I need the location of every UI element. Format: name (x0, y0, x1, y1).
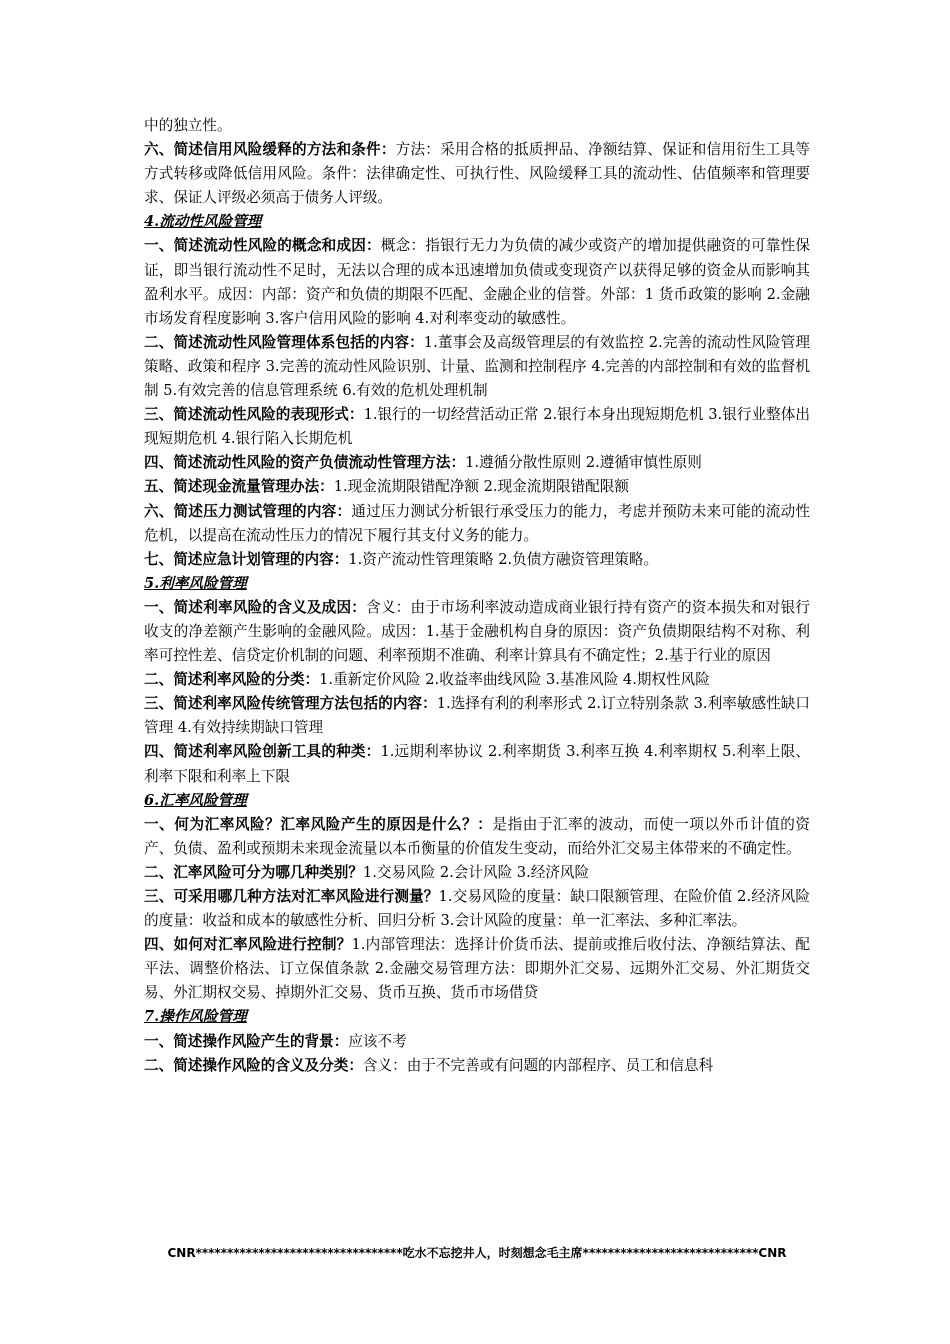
question-label: 二、简述利率风险的分类： (144, 671, 320, 689)
question-label: 六、简述信用风险缓释的方法和条件： (144, 141, 396, 159)
answer-text: 通过压力测试分析银行承受压力的能力，考虑并预防未来可能的流动性危机，以提高在流动性压力的情况下履行其支付义务的能力。 (144, 502, 810, 544)
paragraph (144, 500, 810, 548)
question-label: 二、简述流动性风险管理体系包括的内容： (144, 333, 424, 351)
section-heading: 5.利率风险管理 (144, 574, 247, 592)
paragraph (144, 933, 810, 1005)
answer-text: 是指由于汇率的波动，而使一项以外币计值的资产、负债、盈利或预期未来现金流量以本币衡量的价值发生变动，而给外汇交易主体带来的不确定性。 (144, 815, 810, 857)
question-label: 七、简述应急计划管理的内容： (144, 550, 349, 568)
question-label: 四、简述利率风险创新工具的种类： (144, 743, 381, 761)
answer-text: 1.重新定价风险 2.收益率曲线风险 3.基准风险 4.期权性风险 (319, 671, 710, 689)
answer-text: 方法：采用合格的抵质押品、净额结算、保证和信用衍生工具等方式转移或降低信用风险。条件：法律确定性、可执行性、风险缓释工具的流动性、估值频率和管理要求、保证人评级必须高于债务人评级。 (144, 141, 810, 207)
answer-text: 概念：指银行无力为负债的减少或资产的增加提供融资的可靠性保证，即当银行流动性不足时，无法以合理的成本迅速增加负债或变现资产以获得足够的资金从而影响其盈利水平。成因：内部：资产和负债的期限不匹配、金融企业的信誉。外部：1 货币政策的影响 2.金融市场发育程度影响 3.客户信用风险的影响 4.对利率变动的敏感性。 (144, 237, 810, 327)
paragraph (144, 596, 810, 668)
answer-text: 1.董事会及高级管理层的有效监控 2.完善的流动性风险管理策略、政策和程序 3.完善的流动性风险识别、计量、监测和控制程序 4.完善的内部控制和有效的监督机制 5.有效完善的信息管理系统 6.有效的危机处理机制 (144, 333, 810, 400)
question-label: 三、可采用哪几种方法对汇率风险进行测量？ (144, 888, 439, 905)
question-label: 二、汇率风险可分为哪几种类别？ (144, 863, 363, 881)
section-heading: 6.汇率风险管理 (144, 791, 247, 809)
answer-text: 中的独立性。 (144, 117, 232, 134)
question-label: 一、简述操作风险产生的背景： (144, 1032, 349, 1050)
paragraph (144, 475, 810, 499)
answer-text: 1.远期利率协议 2.利率期货 3.利率互换 4.利率期权 5.利率上限、利率下限和利率上下限 (144, 743, 810, 785)
question-label: 四、简述流动性风险的资产负债流动性管理方法： (144, 454, 466, 472)
paragraph (144, 451, 810, 475)
question-label: 四、如何对汇率风险进行控制？ (144, 936, 352, 954)
answer-text: 1.选择有利的利率形式 2.订立特别条款 3.利率敏感性缺口管理 4.有效持续期缺口管理 (144, 695, 810, 737)
answer-text: 1.银行的一切经营活动正常 2.银行本身出现短期危机 3.银行业整体出现短期危机 4.银行陷入长期危机 (144, 406, 810, 448)
paragraph (144, 1030, 810, 1054)
answer-text: 1.交易风险 2.会计风险 3.经济风险 (362, 863, 590, 881)
question-label: 一、简述流动性风险的概念和成因： (144, 237, 381, 255)
paragraph (144, 403, 810, 451)
question-label: 五、简述现金流量管理办法： (144, 478, 334, 496)
answer-text: 应该不考 (348, 1032, 407, 1050)
paragraph (144, 114, 810, 138)
answer-text: 含义：由于不完善或有问题的内部程序、员工和信息科 (362, 1056, 714, 1074)
answer-text: 1.交易风险的度量：缺口限额管理、在险价值 2.经济风险的度量：收益和成本的敏感性分析、回归分析 3.会计风险的度量：单一汇率法、多种汇率法。 (144, 888, 810, 930)
paragraph (144, 813, 810, 861)
paragraph (144, 885, 810, 933)
paragraph (144, 331, 810, 403)
question-label: 一、何为汇率风险？汇率风险产生的原因是什么？： (144, 815, 493, 833)
paragraph (144, 740, 810, 788)
question-label: 三、简述流动性风险的表现形式： (144, 406, 364, 424)
paragraph (144, 138, 810, 210)
section-heading: 7.操作风险管理 (144, 1008, 247, 1026)
document-body (144, 114, 810, 1078)
paragraph (144, 668, 810, 692)
paragraph (144, 861, 810, 885)
question-label: 一、简述利率风险的含义及成因： (144, 598, 367, 616)
answer-text: 含义：由于市场利率波动造成商业银行持有资产的资本损失和对银行收支的净差额产生影响的金融风险。成因：1.基于金融机构自身的原因：资产负债期限结构不对称、利率可控性差、信贷定价机制的问题、利率预期不准确、利率计算具有不确定性；2.基于行业的原因 (144, 598, 810, 665)
page-footer: CNR*********************************吃水不忘挖井人，时刻想念毛主席****************************CNR (167, 1246, 787, 1260)
question-label: 三、简述利率风险传统管理方法包括的内容： (144, 695, 437, 713)
paragraph (144, 234, 810, 330)
answer-text: 1.内部管理法：选择计价货币法、提前或推后收付法、净额结算法、配平法、调整价格法、订立保值条款 2.金融交易管理方法：即期外汇交易、远期外汇交易、外汇期货交易、外汇期权交易、掉期外汇交易、货币互换、货币市场借贷 (144, 936, 810, 1002)
paragraph (144, 548, 810, 572)
answer-text: 1.遵循分散性原则 2.遵循审慎性原则 (465, 454, 702, 472)
section-heading: 4.流动性风险管理 (144, 213, 262, 231)
paragraph (144, 692, 810, 740)
question-label: 二、简述操作风险的含义及分类： (144, 1056, 363, 1074)
paragraph (144, 1054, 810, 1078)
answer-text: 1.现金流期限错配净额 2.现金流期限错配限额 (333, 478, 629, 496)
question-label: 六、简述压力测试管理的内容： (144, 502, 352, 520)
answer-text: 1.资产流动性管理策略 2.负债方融资管理策略。 (348, 550, 659, 568)
